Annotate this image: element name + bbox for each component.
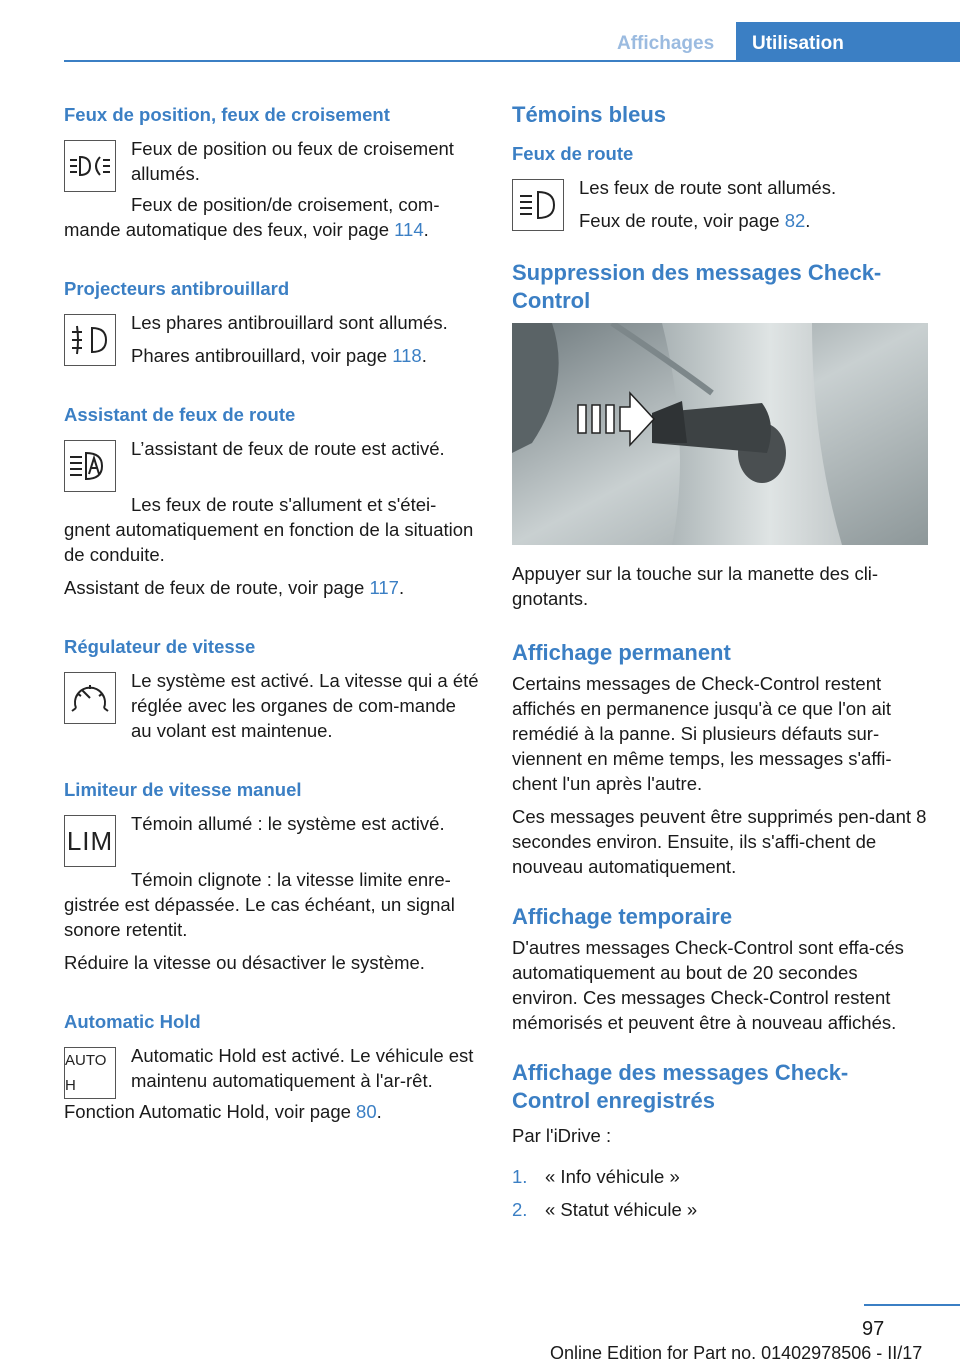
permanent-display-p1: Certains messages de Check-Control restent affichés en permanence jusqu'à ce que l'on ait remédié à la panne. Si plusieurs défauts sur-viennent en même temps, les messages s'affi-chent l'un après l'autre. xyxy=(512,673,892,794)
position-lights-ref xyxy=(64,192,480,242)
entry-fog-lights xyxy=(64,310,480,368)
section-title-blue-indicators: Témoins bleus xyxy=(512,102,667,127)
menu-path-vehicle-status: « Statut véhicule » xyxy=(545,1199,698,1220)
fog-light-icon xyxy=(64,314,116,366)
page-number: 97 xyxy=(862,1318,885,1340)
speed-limiter-action: Réduire la vitesse ou désactiver le système. xyxy=(64,952,425,973)
entry-cruise-control xyxy=(64,668,480,743)
section-title-high-beam-assistant: Assistant de feux de route xyxy=(64,404,296,425)
fog-lights-status: Les phares antibrouillard sont allumés. xyxy=(131,312,448,333)
stalk-caption: Appuyer sur la touche sur la manette des cli-gnotants. xyxy=(512,563,879,609)
footer-rule xyxy=(864,1304,960,1306)
low-beam-icon xyxy=(64,140,116,192)
high-beam-assistant-status: L’assistant de feux de route est activé. xyxy=(131,438,445,459)
high-beam-assistant-desc: Les feux de route s'allument et s'étei-gnent automatiquement en fonction de la situation de conduite. xyxy=(64,494,474,565)
entry-high-beam xyxy=(512,175,928,233)
list-item xyxy=(512,1197,928,1222)
fog-lights-ref-text: Phares antibrouillard, voir page xyxy=(131,345,393,366)
entry-position-lights xyxy=(64,136,480,192)
section-tab[interactable]: Affichages xyxy=(617,33,715,54)
page-link-80[interactable]: 80 xyxy=(356,1101,377,1122)
entry-automatic-hold xyxy=(64,1043,480,1099)
high-beam-ref-end: . xyxy=(805,210,811,231)
list-item xyxy=(512,1164,928,1189)
list-number: 2. xyxy=(512,1199,528,1220)
list-number: 1. xyxy=(512,1166,528,1187)
high-beam-assistant-ref xyxy=(64,575,480,600)
section-title-stored-messages: Affichage des messages Check-Control enregistrés xyxy=(512,1060,849,1113)
speed-limiter-icon xyxy=(64,815,116,867)
high-beam-ref xyxy=(579,208,928,233)
high-beam-status: Les feux de route sont allumés. xyxy=(579,177,837,198)
page-link-118[interactable]: 118 xyxy=(392,345,422,366)
section-title-permanent-display: Affichage permanent xyxy=(512,640,731,665)
page-link-114[interactable]: 114 xyxy=(394,219,424,240)
lim-icon-label: LIM xyxy=(66,825,114,856)
temporary-display-p1: D'autres messages Check-Control sont effa-cés automatiquement au bout de 20 secondes environ. Ces messages Check-Control restent mémorisés et peuvent être à nouveau affichés. xyxy=(512,937,904,1033)
page-header xyxy=(0,0,960,62)
position-lights-status: Feux de position ou feux de croisement allumés. xyxy=(131,138,454,184)
entry-high-beam-assistant xyxy=(64,436,480,492)
automatic-hold-ref xyxy=(64,1099,480,1124)
chapter-tab[interactable] xyxy=(736,22,960,62)
section-title-automatic-hold: Automatic Hold xyxy=(64,1011,201,1032)
high-beam-ref-text: Feux de route, voir page xyxy=(579,210,785,231)
high-beam-assistant-ref-text: Assistant de feux de route, voir page xyxy=(64,577,370,598)
edition-footer: Online Edition for Part no. 01402978506 - II/17 xyxy=(550,1343,923,1363)
stored-messages-intro: Par l'iDrive : xyxy=(512,1125,612,1146)
menu-path-vehicle-info: « Info véhicule » xyxy=(545,1166,680,1187)
high-beam-assistant-icon xyxy=(64,440,116,492)
header-rule xyxy=(64,60,960,62)
fog-lights-ref-end: . xyxy=(421,345,427,366)
entry-speed-limiter xyxy=(64,811,480,867)
auto-hold-icon xyxy=(64,1047,116,1099)
page-link-82[interactable]: 82 xyxy=(784,210,806,231)
automatic-hold-ref-text: Fonction Automatic Hold, voir page xyxy=(64,1101,357,1122)
section-title-high-beam: Feux de route xyxy=(512,143,634,164)
chapter-tab-label: Utilisation xyxy=(752,33,844,54)
high-beam-icon xyxy=(512,179,564,231)
section-title-speed-limiter: Limiteur de vitesse manuel xyxy=(64,779,302,800)
fog-lights-ref xyxy=(131,343,480,368)
left-column xyxy=(64,102,480,1132)
permanent-display-p2: Ces messages peuvent être supprimés pen-dant 8 secondes environ. Ensuite, ils s'affi-chent de nouveau automatiquement. xyxy=(512,806,927,877)
section-title-cruise-control: Régulateur de vitesse xyxy=(64,636,256,657)
section-title-suppress-check-control: Suppression des messages Check-Control xyxy=(512,260,882,313)
automatic-hold-status: Automatic Hold est activé. Le véhicule est maintenu automatiquement à l'ar-rêt. xyxy=(131,1045,474,1091)
speed-limiter-desc: Témoin clignote : la vitesse limite enre-gistrée est dépassée. Le cas échéant, un signal sonore retentit. xyxy=(64,869,455,940)
cruise-control-icon xyxy=(64,672,116,724)
position-lights-ref-text: Feux de position/de croisement, com-mande automatique des feux, voir page xyxy=(64,194,440,240)
auto-hold-icon-label: AUTO H xyxy=(65,1052,107,1094)
turn-signal-stalk-illustration xyxy=(512,323,928,545)
section-title-fog-lights: Projecteurs antibrouillard xyxy=(64,278,290,299)
speed-limiter-status: Témoin allumé : le système est activé. xyxy=(131,813,445,834)
automatic-hold-ref-end: . xyxy=(376,1101,382,1122)
section-title-position-lights: Feux de position, feux de croisement xyxy=(64,104,390,125)
section-title-temporary-display: Affichage temporaire xyxy=(512,904,733,929)
cruise-control-status: Le système est activé. La vitesse qui a été réglée avec les organes de com-mande au volant est maintenue. xyxy=(131,670,479,741)
position-lights-ref-end: . xyxy=(423,219,429,240)
right-column xyxy=(512,102,928,1230)
page-link-117[interactable]: 117 xyxy=(369,577,399,598)
high-beam-assistant-ref-end: . xyxy=(398,577,405,598)
